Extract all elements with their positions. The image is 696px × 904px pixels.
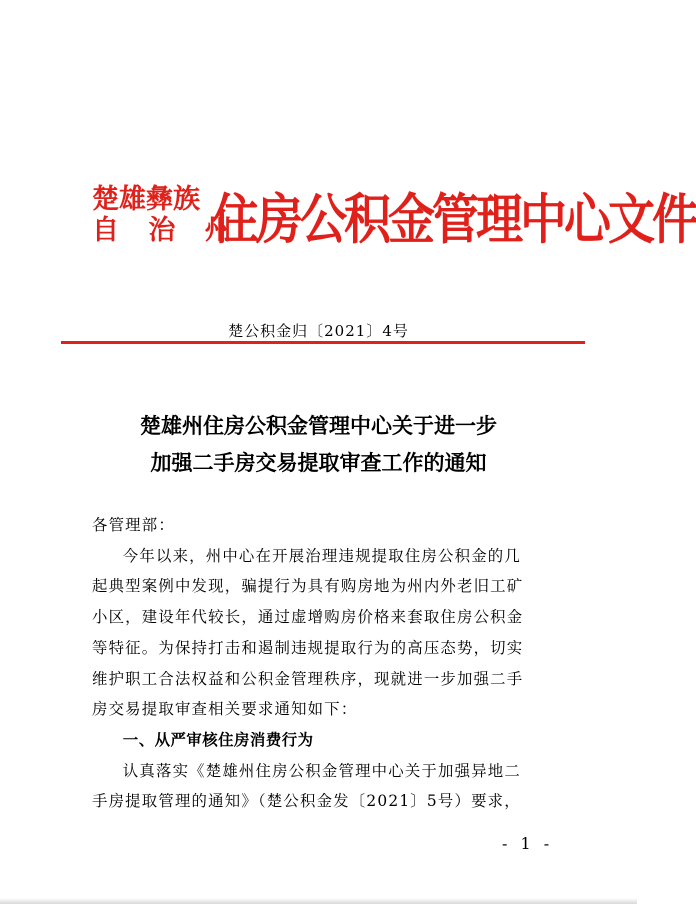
- salutation: 各管理部：: [92, 516, 175, 534]
- red-letterhead: [92, 180, 696, 260]
- paragraph-1: [92, 541, 552, 725]
- notice-title: [0, 408, 637, 482]
- paragraph-1-line: 小区，建设年代较长，通过虚增购房价格来套取住房公积金: [92, 608, 524, 627]
- red-divider-line: [61, 341, 585, 344]
- issuer-prefix: [92, 184, 242, 246]
- page-bottom-edge: [0, 898, 637, 904]
- notice-body: [92, 510, 552, 817]
- paragraph-1-line: 起典型案例中发现，骗提行为具有购房地为州内外老旧工矿: [92, 577, 524, 596]
- page-number: - 1 -: [502, 834, 554, 853]
- paragraph-1-line: 房交易提取审查相关要求通知如下：: [92, 700, 358, 719]
- notice-title-line1: 楚雄州住房公积金管理中心关于进一步: [140, 414, 497, 438]
- section-1-heading: 一、从严审核住房消费行为: [122, 730, 314, 749]
- paragraph-2-line: 手房提取管理的通知》（楚公积金发〔2021〕5号）要求，: [92, 792, 521, 811]
- issuer-main-title: 住房公积金管理中心文件: [212, 188, 696, 252]
- issuer-prefix-line1: 楚雄彝族: [92, 184, 200, 215]
- document-number: 楚公积金归〔2021〕4号: [228, 322, 409, 340]
- issuer-prefix-line2: 自 治 州: [92, 215, 242, 246]
- paragraph-1-line: 等特征。为保持打击和遏制违规提取行为的高压态势，切实: [92, 638, 524, 657]
- paragraph-1-line: 今年以来，州中心在开展治理违规提取住房公积金的几: [122, 546, 521, 565]
- paragraph-2: [92, 756, 552, 817]
- paragraph-1-line: 维护职工合法权益和公积金管理秩序，现就进一步加强二手: [92, 669, 524, 688]
- paragraph-2-line: 认真落实《楚雄州住房公积金管理中心关于加强异地二: [122, 761, 521, 780]
- notice-title-line2: 加强二手房交易提取审查工作的通知: [150, 451, 487, 475]
